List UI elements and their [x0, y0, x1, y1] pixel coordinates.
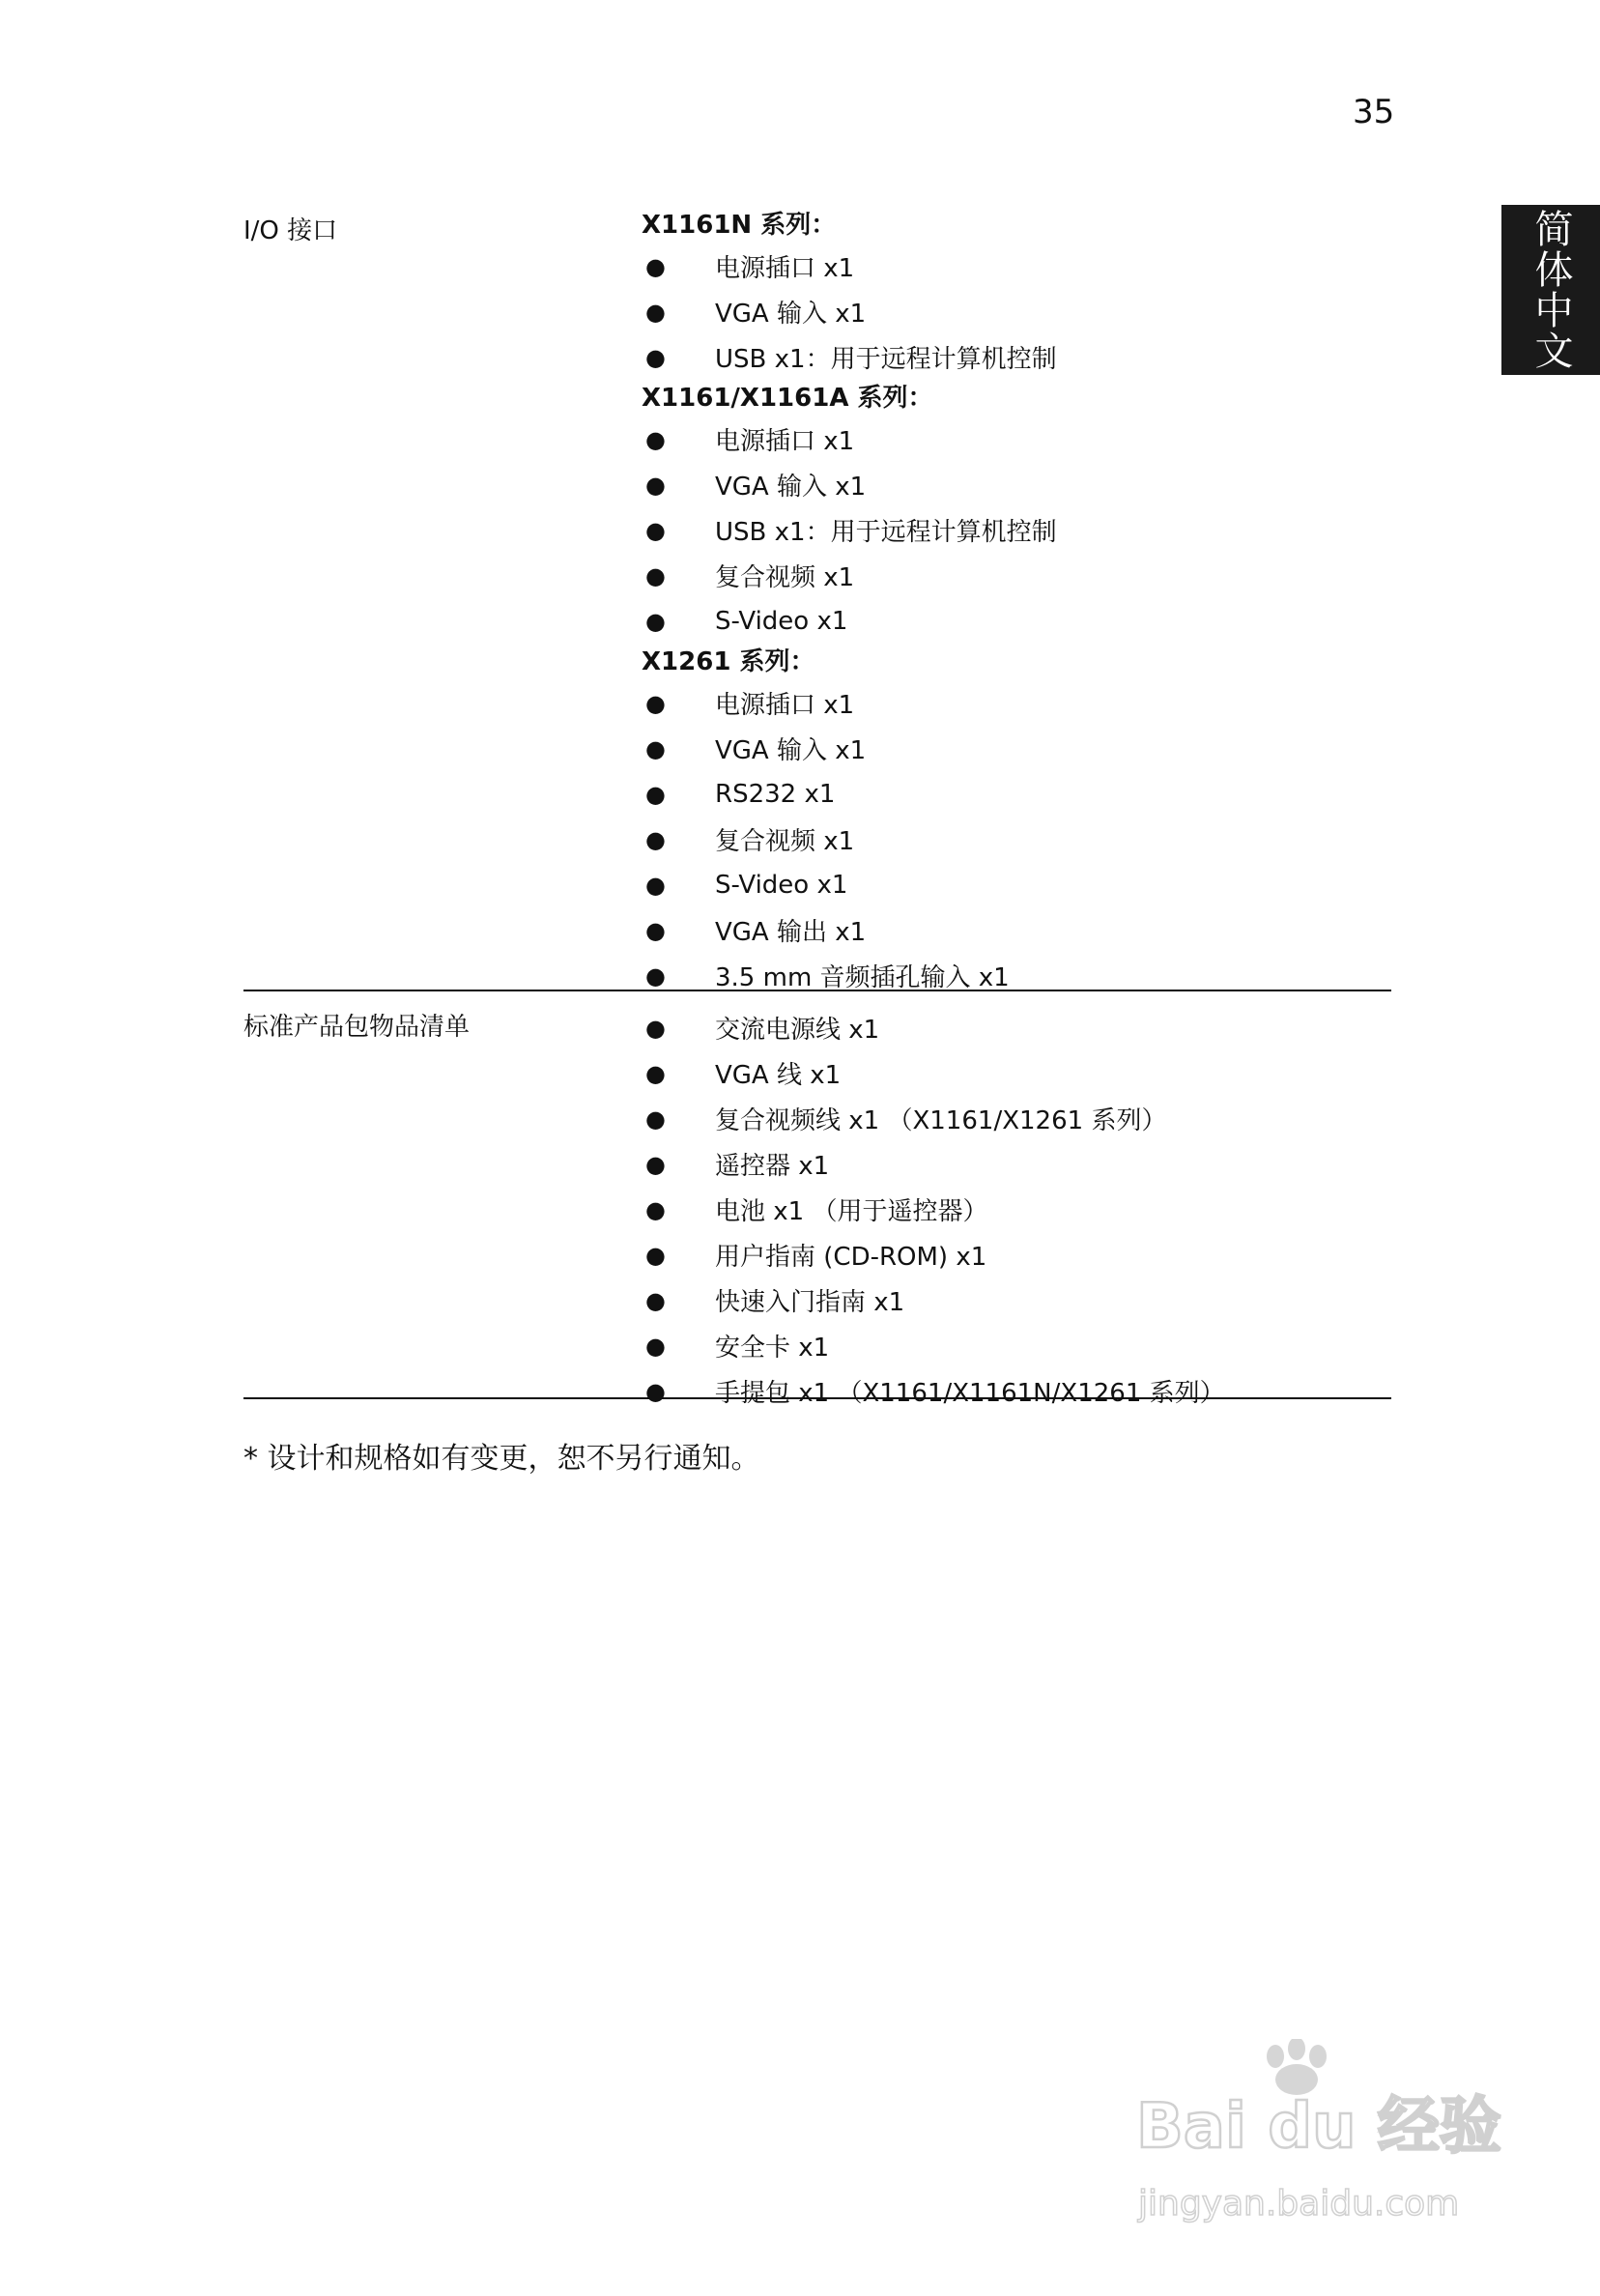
list-item-text: 复合视频 x1 — [715, 563, 855, 592]
list-item — [642, 1141, 1391, 1187]
io-section-label: I/O 接口 — [243, 216, 338, 245]
list-item-text: USB x1：用于远程计算机控制 — [715, 518, 1057, 547]
list-item — [642, 1096, 1391, 1141]
list-item — [642, 553, 1391, 598]
list-item-text: 电源插口 x1 — [715, 254, 855, 283]
list-item-text: 3.5 mm 音频插孔输入 x1 — [715, 963, 1010, 992]
bullet-icon: ● — [645, 1195, 666, 1223]
baidu-jingyan-watermark — [1130, 2039, 1517, 2232]
bullet-icon: ● — [645, 1377, 666, 1405]
list-item-text: VGA 输入 x1 — [715, 473, 867, 502]
bullet-icon: ● — [645, 1286, 666, 1314]
list-item — [642, 771, 1391, 817]
list-item-text: 交流电源线 x1 — [715, 1016, 880, 1045]
list-item — [642, 289, 1391, 334]
list-item-text: 电池 x1 （用于遥控器） — [715, 1197, 988, 1226]
page-number: 35 — [1353, 93, 1395, 131]
list-item — [642, 1187, 1391, 1232]
bullet-icon: ● — [645, 471, 666, 499]
bullet-icon: ● — [645, 561, 666, 589]
bullet-icon: ● — [645, 1150, 666, 1178]
list-item-text: VGA 线 x1 — [715, 1061, 842, 1090]
list-item-text: USB x1：用于远程计算机控制 — [715, 345, 1057, 374]
spec-table — [243, 207, 1391, 1408]
io-section-content — [642, 207, 1391, 990]
list-item — [642, 416, 1391, 462]
bullet-icon: ● — [645, 1014, 666, 1042]
group-title: X1161N 系列： — [642, 211, 837, 240]
bullet-icon: ● — [645, 1059, 666, 1087]
bullet-icon: ● — [645, 780, 666, 808]
paw-icon — [1267, 2039, 1327, 2095]
group-title: X1261 系列： — [642, 647, 815, 676]
watermark-brand: Bai du 经验 — [1136, 2091, 1501, 2163]
list-item-text: 遥控器 x1 — [715, 1152, 830, 1181]
list-item-text: 手提包 x1 （X1161/X1161N/X1261 系列） — [715, 1379, 1225, 1408]
io-section-row — [243, 207, 1391, 991]
package-section-content — [642, 991, 1391, 1408]
list-item-text: 快速入门指南 x1 — [715, 1288, 905, 1317]
list-item-text: 电源插口 x1 — [715, 691, 855, 720]
bullet-icon: ● — [645, 689, 666, 717]
bullet-icon: ● — [645, 343, 666, 371]
list-item — [642, 507, 1391, 553]
list-item-text: 用户指南 (CD-ROM) x1 — [715, 1243, 987, 1272]
list-item — [642, 907, 1391, 953]
list-item — [642, 1368, 1391, 1414]
bullet-icon: ● — [645, 1105, 666, 1133]
package-section-row — [243, 991, 1391, 1408]
list-item — [642, 244, 1391, 289]
list-item — [642, 862, 1391, 907]
list-item-text: 复合视频线 x1 （X1161/X1261 系列） — [715, 1106, 1167, 1135]
list-item — [642, 726, 1391, 771]
bullet-icon: ● — [645, 516, 666, 544]
bullet-icon: ● — [645, 298, 666, 326]
list-item — [642, 598, 1391, 644]
bullet-icon: ● — [645, 1332, 666, 1360]
list-item — [642, 1277, 1391, 1323]
bullet-icon: ● — [645, 825, 666, 853]
list-item-text: VGA 输入 x1 — [715, 736, 867, 765]
bullet-icon: ● — [645, 961, 666, 990]
group-title: X1161/X1161A 系列： — [642, 384, 933, 413]
list-item-text: VGA 输出 x1 — [715, 918, 867, 947]
list-item-text: 电源插口 x1 — [715, 427, 855, 456]
list-item-text: S-Video x1 — [715, 606, 848, 636]
list-item-text: VGA 输入 x1 — [715, 300, 867, 329]
bullet-icon: ● — [645, 252, 666, 280]
list-item — [642, 1323, 1391, 1368]
watermark-url: jingyan.baidu.com — [1138, 2184, 1460, 2224]
list-item-text: 复合视频 x1 — [715, 827, 855, 856]
bullet-icon: ● — [645, 734, 666, 762]
bullet-icon: ● — [645, 916, 666, 944]
list-item — [642, 1005, 1391, 1050]
list-item — [642, 1232, 1391, 1277]
language-tab-label: 简体中文 — [1529, 209, 1573, 371]
package-section-label: 标准产品包物品清单 — [243, 1013, 471, 1042]
footnote: * 设计和规格如有变更，恕不另行通知。 — [243, 1442, 760, 1476]
list-item — [642, 680, 1391, 726]
list-item — [642, 334, 1391, 380]
list-item — [642, 462, 1391, 507]
list-item-text: S-Video x1 — [715, 870, 848, 900]
bullet-icon: ● — [645, 1241, 666, 1269]
language-tab — [1501, 205, 1600, 375]
list-item — [642, 1050, 1391, 1096]
list-item-text: RS232 x1 — [715, 779, 836, 809]
list-item-text: 安全卡 x1 — [715, 1334, 830, 1363]
bullet-icon: ● — [645, 607, 666, 635]
list-item — [642, 817, 1391, 862]
bullet-icon: ● — [645, 425, 666, 453]
bullet-icon: ● — [645, 871, 666, 899]
